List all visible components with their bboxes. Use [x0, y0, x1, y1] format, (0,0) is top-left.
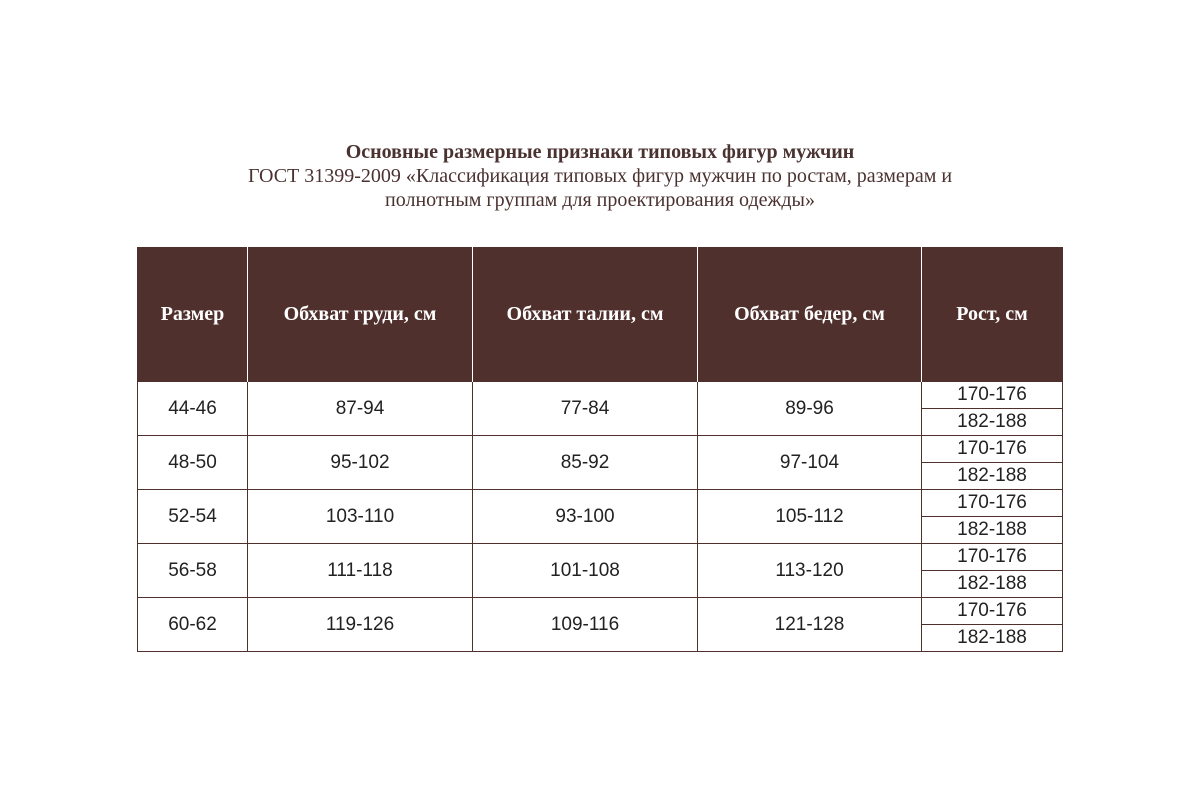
document-subtitle-line-1: ГОСТ 31399-2009 «Классификация типовых фигур мужчин по ростам, размерам и: [247, 165, 953, 187]
cell-size: 52-54: [138, 490, 248, 544]
document-heading: [0, 140, 1200, 212]
cell-height: 182-188: [922, 517, 1063, 544]
cell-height: 182-188: [922, 571, 1063, 598]
cell-chest: 103-110: [248, 490, 473, 544]
cell-chest: 119-126: [248, 598, 473, 652]
header-waist: Обхват талии, см: [473, 247, 698, 382]
cell-waist: 77-84: [473, 382, 698, 436]
cell-chest: 95-102: [248, 436, 473, 490]
cell-hips: 89-96: [698, 382, 922, 436]
table-header-row: [138, 247, 1063, 382]
cell-size: 44-46: [138, 382, 248, 436]
table-row: [138, 490, 1063, 517]
cell-size: 60-62: [138, 598, 248, 652]
cell-hips: 105-112: [698, 490, 922, 544]
table-row: [138, 382, 1063, 409]
document-subtitle-line-2: полнотным группам для проектирования одежды»: [385, 189, 815, 211]
cell-chest: 87-94: [248, 382, 473, 436]
header-hips: Обхват бедер, см: [698, 247, 922, 382]
cell-hips: 113-120: [698, 544, 922, 598]
header-size: Размер: [138, 247, 248, 382]
cell-chest: 111-118: [248, 544, 473, 598]
header-chest: Обхват груди, см: [248, 247, 473, 382]
cell-waist: 109-116: [473, 598, 698, 652]
cell-hips: 97-104: [698, 436, 922, 490]
document-title: Основные размерные признаки типовых фигур мужчин: [345, 141, 855, 163]
cell-height: 182-188: [922, 463, 1063, 490]
cell-waist: 85-92: [473, 436, 698, 490]
cell-hips: 121-128: [698, 598, 922, 652]
cell-height: 170-176: [922, 598, 1063, 625]
cell-height: 170-176: [922, 382, 1063, 409]
cell-size: 48-50: [138, 436, 248, 490]
cell-height: 170-176: [922, 436, 1063, 463]
table-row: [138, 598, 1063, 625]
cell-height: 170-176: [922, 490, 1063, 517]
cell-size: 56-58: [138, 544, 248, 598]
cell-height: 182-188: [922, 625, 1063, 652]
cell-waist: 93-100: [473, 490, 698, 544]
header-height: Рост, см: [922, 247, 1063, 382]
size-table: [137, 247, 1063, 652]
table-row: [138, 544, 1063, 571]
cell-height: 182-188: [922, 409, 1063, 436]
cell-height: 170-176: [922, 544, 1063, 571]
table-row: [138, 436, 1063, 463]
cell-waist: 101-108: [473, 544, 698, 598]
